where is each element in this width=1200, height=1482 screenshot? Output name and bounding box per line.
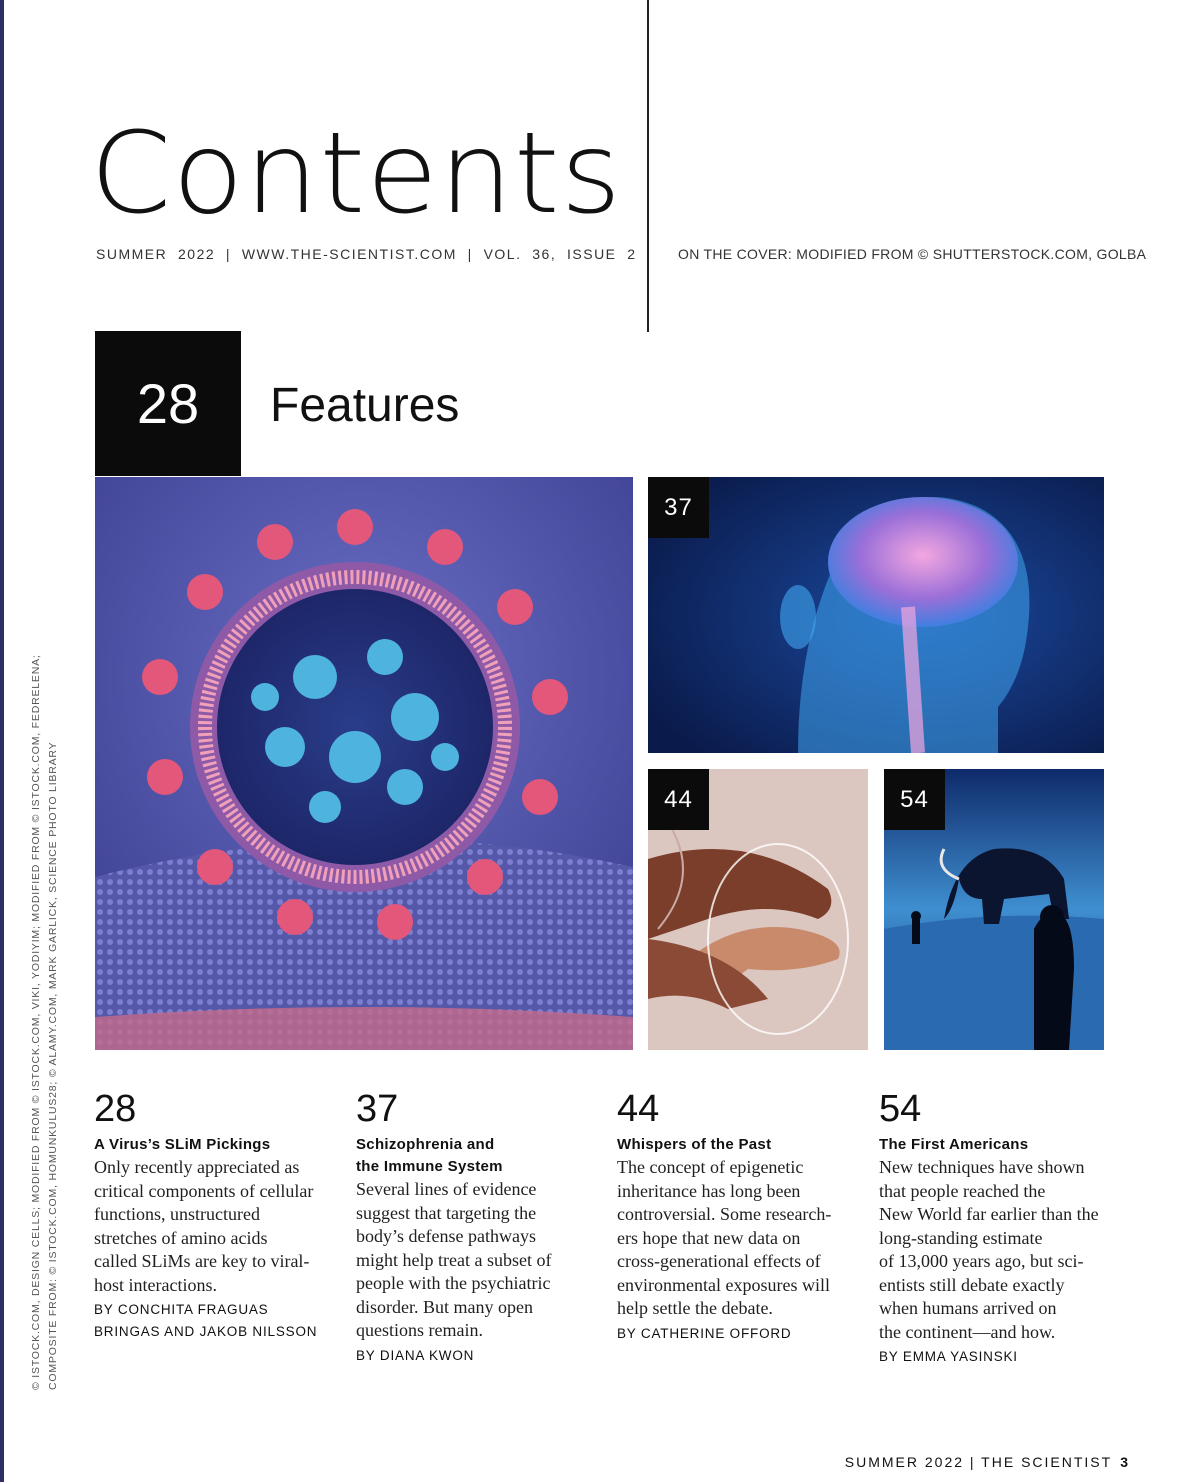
- footer-text: SUMMER 2022 | THE SCIENTIST: [844, 1454, 1113, 1470]
- article-37[interactable]: [356, 1090, 601, 1367]
- article-byline: BY EMMA YASINSKI: [879, 1349, 1018, 1364]
- virus-illustration[interactable]: [95, 477, 633, 1050]
- article-title[interactable]: Whispers of the Past: [617, 1136, 772, 1153]
- header-divider: [647, 0, 649, 332]
- article-28[interactable]: [94, 1090, 339, 1343]
- article-title[interactable]: The First Americans: [879, 1136, 1029, 1153]
- issue-info: SUMMER 2022 | WWW.THE-SCIENTIST.COM | VOL. 36, ISSUE 2: [96, 246, 637, 262]
- image-credit-line-1: © ISTOCK.COM, DESIGN CELLS; MODIFIED FROM © ISTOCK.COM, VIKI, YODIYIM; MODIFIED FROM © ISTOCK.COM, FEDRELENA;: [30, 654, 42, 1390]
- article-byline: BY CONCHITA FRAGUAS BRINGAS AND JAKOB NILSSON: [94, 1302, 318, 1339]
- article-byline: BY DIANA KWON: [356, 1347, 475, 1363]
- cover-credit: ON THE COVER: MODIFIED FROM © SHUTTERSTOCK.COM, GOLBA: [678, 246, 1147, 262]
- mammoth-illustration[interactable]: [884, 769, 1104, 1050]
- hands-page-tag[interactable]: 44: [648, 769, 709, 830]
- page-edge-bar: [0, 0, 4, 1482]
- page-footer: [845, 1454, 1130, 1470]
- article-page-number[interactable]: 54: [879, 1088, 922, 1130]
- article-page-number[interactable]: 28: [94, 1088, 137, 1130]
- article-summary: Several lines of evidence suggest that targeting the body’s defense pathways might help treat a subset of people with the psychiatric disorder. But many open questions remain.: [356, 1179, 552, 1340]
- article-54[interactable]: [879, 1090, 1124, 1368]
- article-summary: The concept of epigenetic inheritance has long been controversial. Some research- ers hope that new data on cross-generational effects of environmental exposures will help settle the debate.: [617, 1157, 832, 1318]
- image-credit-line-2: COMPOSITE FROM: © ISTOCK.COM, HOMUNKULUS28; © ALAMY.COM, MARK GARLICK, SCIENCE PHOTO LIBRARY: [47, 741, 59, 1390]
- article-title[interactable]: A Virus’s SLiM Pickings: [94, 1136, 271, 1153]
- article-page-number[interactable]: 37: [356, 1088, 399, 1130]
- article-44[interactable]: [617, 1090, 862, 1345]
- mammoth-page-tag[interactable]: 54: [884, 769, 945, 830]
- article-summary: Only recently appreciated as critical components of cellular functions, unstructured stretches of amino acids called SLiMs are key to viral- host interactions.: [94, 1157, 314, 1295]
- brain-illustration[interactable]: [648, 477, 1104, 753]
- article-page-number[interactable]: 44: [617, 1088, 660, 1130]
- article-byline: BY CATHERINE OFFORD: [617, 1325, 792, 1341]
- hands-illustration[interactable]: [648, 769, 868, 1050]
- article-title[interactable]: Schizophrenia and the Immune System: [356, 1136, 503, 1175]
- features-page-number[interactable]: 28: [95, 331, 241, 476]
- brain-page-tag[interactable]: 37: [648, 477, 709, 538]
- footer-page-number: 3: [1120, 1454, 1130, 1470]
- features-heading: Features: [270, 379, 460, 432]
- article-summary: New techniques have shown that people reached the New World far earlier than the long-standing estimate of 13,000 years ago, but sci- entists still debate exactly when humans arrived on the continent—and how.: [879, 1157, 1099, 1342]
- image-credits: [28, 610, 62, 1390]
- page-title: Contents: [90, 109, 623, 239]
